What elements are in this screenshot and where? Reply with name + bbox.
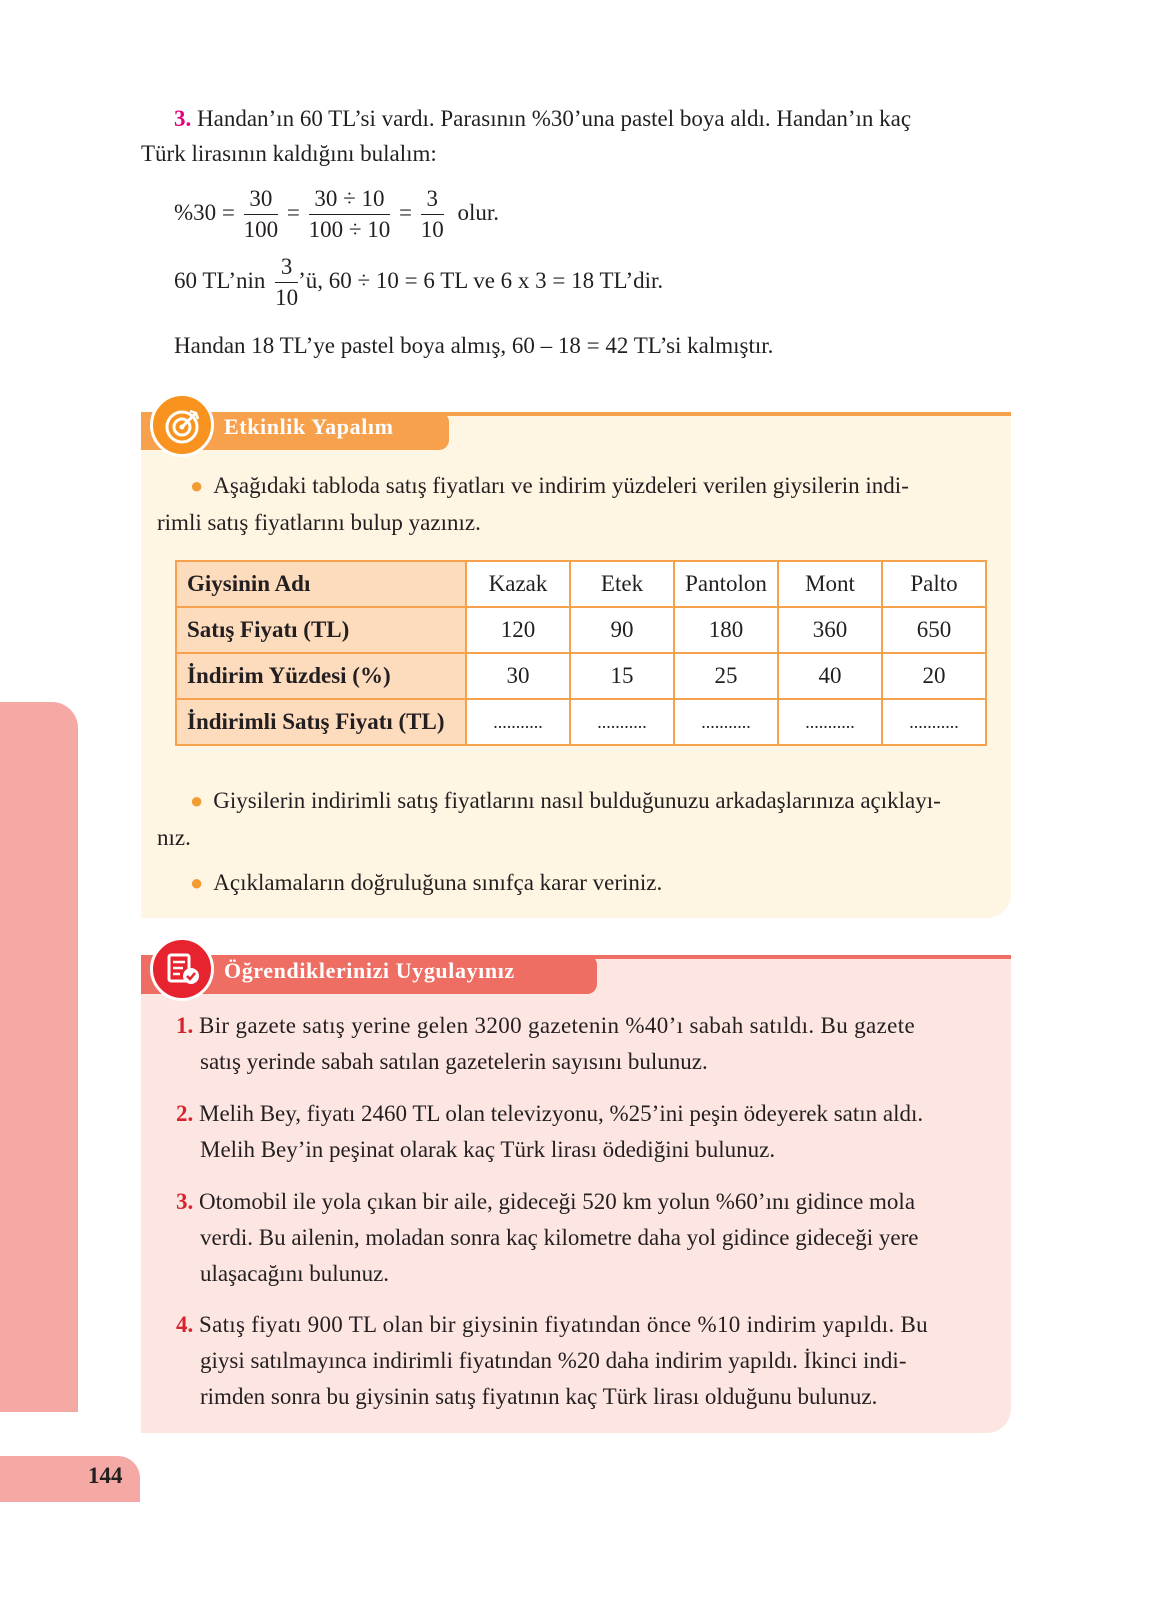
cell-discount: 15 (570, 653, 674, 699)
question-1: 1. Bir gazete satış yerine gelen 3200 gazetenin %40’ı sabah satıldı. Bu gazete (176, 1013, 916, 1038)
question-2: 2. Melih Bey, fiyatı 2460 TL olan televizyonu, %25’ini peşin ödeyerek satın aldı. (176, 1101, 924, 1126)
side-margin-strip (0, 702, 78, 1412)
cell-blank: ........... (674, 699, 778, 745)
cell-blank: ........... (882, 699, 986, 745)
cell-price: 90 (570, 607, 674, 653)
example-line-1 (174, 106, 911, 132)
table-row (176, 561, 986, 607)
question-3-cont: ulaşacağını bulunuz. (200, 1261, 390, 1286)
question-1-cont: satış yerinde sabah satılan gazetelerin sayısını bulunuz. (200, 1049, 708, 1074)
bullet-icon: ● (190, 473, 204, 498)
fraction-3-10: $\frac{3}{10}$ (420, 186, 444, 242)
example-calculation: 60 TL’nin $\frac{3}{10}$ ’ü, 60 ÷ 10 = 6 TL ve 6 x 3 = 18 TL’dir. (174, 254, 664, 310)
fraction-calc: $\frac{3}{10}$ (275, 254, 299, 310)
question-4-cont: giysi satılmayınca indirimli fiyatından %20 daha indirim yapıldı. İkinci indi- (200, 1348, 907, 1373)
cell-item: Pantolon (674, 561, 778, 607)
table-row (176, 653, 986, 699)
target-icon (150, 393, 214, 457)
cell-blank: ........... (778, 699, 882, 745)
example-equation: %30 = $\frac{30}{100}$ = $\frac{30 \div 10}{100 \div 10}$ = $\frac{3}{10}$ olur. (174, 186, 500, 242)
question-3-cont: verdi. Bu ailenin, moladan sonra kaç kilometre daha yol gidince gideceği yere (200, 1225, 919, 1250)
cell-blank: ........... (466, 699, 570, 745)
equation-suffix: olur. (457, 199, 500, 225)
cell-price: 650 (882, 607, 986, 653)
bullet-icon: ● (190, 788, 204, 813)
price-table (175, 560, 987, 746)
cell-item: Kazak (466, 561, 570, 607)
cell-discount: 25 (674, 653, 778, 699)
practice-title: Öğrendiklerinizi Uygulayınız (224, 958, 515, 983)
cell-price: 360 (778, 607, 882, 653)
cell-blank: ........... (570, 699, 674, 745)
bullet-icon: ● (190, 870, 204, 895)
row-label-price: Satış Fiyatı (TL) (176, 607, 466, 653)
activity-bullet-2: ● Giysilerin indirimli satış fiyatlarını nasıl bulduğunuzu arkadaşlarınıza açıklayı- (190, 788, 941, 813)
cell-discount: 30 (466, 653, 570, 699)
example-line-2: Türk lirasının kaldığını bulalım: (141, 141, 437, 166)
row-label-name: Giysinin Adı (176, 561, 466, 607)
example-text-1: Handan’ın 60 TL’si vardı. Parasının %30’una pastel boya aldı. Handan’ın kaç (197, 106, 912, 131)
table-row (176, 607, 986, 653)
cell-discount: 20 (882, 653, 986, 699)
activity-bullet-2-cont: nız. (157, 825, 191, 850)
cell-item: Mont (778, 561, 882, 607)
question-4: 4. Satış fiyatı 900 TL olan bir giysinin fiyatından önce %10 indirim yapıldı. Bu (176, 1312, 928, 1337)
example-conclusion: Handan 18 TL’ye pastel boya almış, 60 – 18 = 42 TL’si kalmıştır. (174, 333, 774, 358)
activity-bullet-1-cont: rimli satış fiyatlarını bulup yazınız. (157, 510, 481, 535)
cell-item: Etek (570, 561, 674, 607)
fraction-divided: $\frac{30 \div 10}{100 \div 10}$ (308, 186, 391, 242)
question-4-cont: rimden sonra bu giysinin satış fiyatının kaç Türk lirası olduğunu bulunuz. (200, 1384, 878, 1409)
page-number: 144 (88, 1463, 123, 1488)
equation-lhs: %30 = (174, 199, 235, 225)
cell-price: 120 (466, 607, 570, 653)
question-3: 3. Otomobil ile yola çıkan bir aile, gideceği 520 km yolun %60’ını gidince mola (176, 1189, 916, 1214)
activity-bullet-3: ● Açıklamaların doğruluğuna sınıfça karar veriniz. (190, 870, 663, 895)
cell-discount: 40 (778, 653, 882, 699)
activity-bullet-1: ● Aşağıdaki tabloda satış fiyatları ve indirim yüzdeleri verilen giysilerin indi- (190, 473, 909, 498)
cell-price: 180 (674, 607, 778, 653)
fraction-30-100: $\frac{30}{100}$ (243, 186, 279, 242)
table-row (176, 699, 986, 745)
row-label-discounted: İndirimli Satış Fiyatı (TL) (176, 699, 466, 745)
cell-item: Palto (882, 561, 986, 607)
example-number: 3. (174, 106, 192, 131)
row-label-discount: İndirim Yüzdesi (%) (176, 653, 466, 699)
activity-title: Etkinlik Yapalım (224, 414, 394, 439)
question-2-cont: Melih Bey’in peşinat olarak kaç Türk lirası ödediğini bulunuz. (200, 1137, 776, 1162)
checklist-icon (150, 937, 214, 1001)
